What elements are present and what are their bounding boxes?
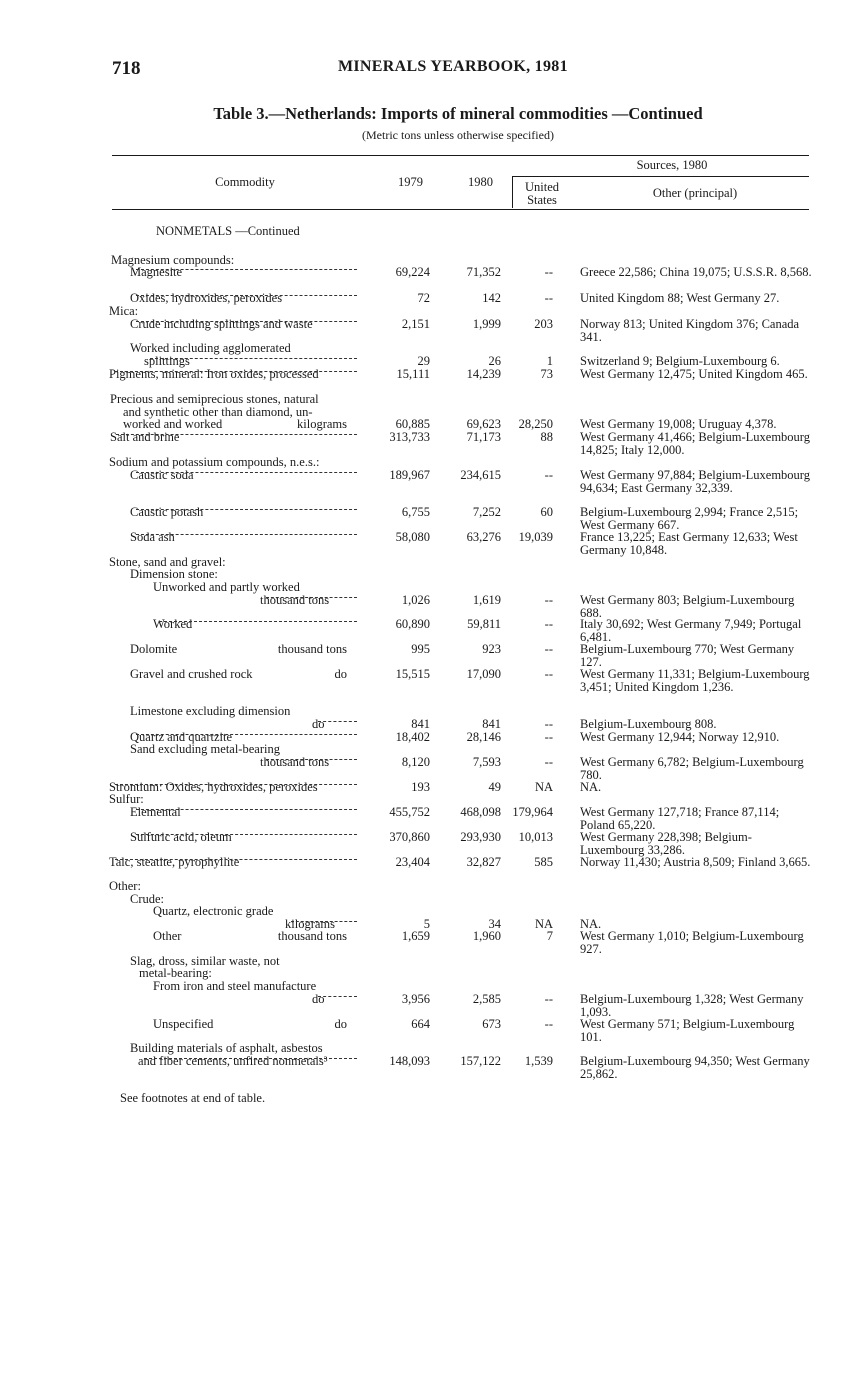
value-other-principal: Italy 30,692; West Germany 7,949; Portugal 6,481.	[580, 617, 802, 644]
value-other-principal: Norway 11,430; Austria 8,509; Finland 3,665.	[580, 855, 811, 869]
row-label: Building materials of asphalt, asbestos	[130, 1041, 323, 1055]
row-label: Mica:	[109, 304, 139, 318]
row-label: Limestone excluding dimension	[130, 704, 291, 718]
value-united-states: 7	[546, 929, 553, 943]
value-other-principal: Belgium-Luxembourg 94,350; West Germany 25,862.	[580, 1054, 810, 1081]
row-label: Quartz and quartzite	[130, 730, 233, 744]
value-united-states: 179,964	[512, 805, 553, 819]
row-label: Caustic potash	[130, 505, 204, 519]
value-other-principal: NA.	[580, 780, 602, 794]
value-other-principal: Belgium-Luxembourg 770; West Germany 127.	[580, 642, 795, 669]
value-1980: 59,811	[467, 617, 501, 631]
value-1979: 6,755	[401, 505, 430, 519]
value-other-principal: West Germany 12,475; United Kingdom 465.	[580, 367, 808, 381]
row-label: Soda ash	[130, 530, 175, 544]
leader-dashes	[115, 783, 357, 785]
value-1980: 841	[482, 717, 501, 731]
row-label: Other	[153, 929, 182, 943]
value-1979: 23,404	[395, 855, 430, 869]
table-subtitle: (Metric tons unless otherwise specified)	[362, 128, 554, 142]
row-label: kilograms	[285, 917, 335, 931]
leader-dashes	[136, 471, 357, 473]
value-united-states: --	[544, 468, 553, 482]
value-1979: 72	[417, 291, 430, 305]
value-1980: 923	[482, 642, 501, 656]
leader-dashes	[136, 294, 357, 296]
row-unit: kilograms	[297, 417, 347, 431]
value-other-principal: Switzerland 9; Belgium-Luxembourg 6.	[580, 354, 780, 368]
leader-dashes	[150, 357, 357, 359]
value-1980: 234,615	[460, 468, 501, 482]
row-label: thousand tons	[260, 755, 330, 769]
value-1979: 1,026	[401, 593, 430, 607]
value-1980: 17,090	[466, 667, 501, 681]
value-united-states: 28,250	[518, 417, 553, 431]
row-label: Dolomite	[130, 642, 178, 656]
value-united-states: 73	[540, 367, 553, 381]
row-label: Unworked and partly worked	[153, 580, 300, 594]
value-other-principal: France 13,225; East Germany 12,633; West Germany 10,848.	[580, 530, 798, 557]
value-other-principal: West Germany 228,398; Belgium-Luxembourg 33,286.	[580, 830, 752, 857]
value-1980: 2,585	[472, 992, 501, 1006]
value-united-states: --	[544, 291, 553, 305]
row-label: and synthetic other than diamond, un-	[123, 405, 313, 419]
value-1979: 2,151	[401, 317, 430, 331]
value-1980: 32,827	[466, 855, 501, 869]
value-1980: 293,930	[460, 830, 501, 844]
value-other-principal: West Germany 19,008; Uruguay 4,378.	[580, 417, 777, 431]
row-label: Sulfuric acid, oleum	[130, 830, 232, 844]
value-united-states: --	[544, 642, 553, 656]
leader-dashes	[136, 268, 357, 270]
leader-dashes	[136, 733, 357, 735]
value-other-principal: West Germany 97,884; Belgium-Luxembourg 94,634; East Germany 32,339.	[580, 468, 810, 495]
row-label: Unspecified	[153, 1017, 214, 1031]
value-united-states: 19,039	[518, 530, 553, 544]
value-united-states: 60	[540, 505, 553, 519]
value-other-principal: West Germany 12,944; Norway 12,910.	[580, 730, 780, 744]
leader-dashes	[318, 720, 357, 722]
row-label: Quartz, electronic grade	[153, 904, 274, 918]
value-other-principal: United Kingdom 88; West Germany 27.	[580, 291, 780, 305]
value-1979: 15,111	[396, 367, 430, 381]
row-label: Sand excluding metal-bearing	[130, 742, 280, 756]
leader-dashes	[136, 808, 357, 810]
row-label: Strontium: Oxides, hydroxides, peroxides	[109, 780, 318, 794]
row-label: Slag, dross, similar waste, not	[130, 954, 280, 968]
value-other-principal: Greece 22,586; China 19,075; U.S.S.R. 8,568.	[580, 265, 812, 279]
value-1980: 1,960	[472, 929, 501, 943]
row-label: From iron and steel manufacture	[153, 979, 317, 993]
value-1979: 18,402	[395, 730, 430, 744]
value-1980: 63,276	[466, 530, 501, 544]
value-1980: 7,252	[472, 505, 501, 519]
leader-dashes	[266, 596, 357, 598]
footnote-reference: See footnotes at end of table.	[120, 1091, 266, 1105]
row-label: NONMETALS —Continued	[156, 224, 300, 238]
value-other-principal: West Germany 803; Belgium-Luxembourg 688.	[580, 593, 795, 620]
value-other-principal: West Germany 571; Belgium-Luxembourg 101.	[580, 1017, 795, 1044]
value-other-principal: West Germany 11,331; Belgium-Luxembourg 3,451; United Kingdom 1,236.	[580, 667, 810, 694]
value-1979: 60,890	[395, 617, 430, 631]
header-commodity: Commodity	[215, 175, 275, 189]
row-label: Caustic soda	[130, 468, 194, 482]
value-united-states: --	[544, 755, 553, 769]
leader-dashes	[291, 920, 357, 922]
value-1979: 29	[417, 354, 430, 368]
value-united-states: --	[544, 717, 553, 731]
row-label: Crude:	[130, 892, 165, 906]
row-label: Elemental	[130, 805, 181, 819]
value-1980: 71,352	[466, 265, 501, 279]
value-1979: 8,120	[401, 755, 430, 769]
value-united-states: --	[544, 265, 553, 279]
value-other-principal: West Germany 1,010; Belgium-Luxembourg 927.	[580, 929, 804, 956]
row-label: and fiber cements, unfired nonmetals³	[138, 1054, 328, 1068]
value-1979: 3,956	[401, 992, 430, 1006]
value-united-states: --	[544, 593, 553, 607]
value-1979: 455,752	[389, 805, 430, 819]
value-united-states: NA	[534, 780, 553, 794]
value-united-states: 203	[534, 317, 553, 331]
value-1980: 157,122	[460, 1054, 501, 1068]
row-label: thousand tons	[260, 593, 330, 607]
header-1979: 1979	[398, 175, 423, 189]
row-label: Pigments, mineral: Iron oxides, processed	[109, 367, 319, 381]
value-1979: 841	[411, 717, 430, 731]
row-label: splittings	[144, 354, 190, 368]
value-united-states: 585	[534, 855, 553, 869]
value-united-states: --	[544, 617, 553, 631]
value-1979: 5	[423, 917, 430, 931]
row-label: Oxides, hydroxides, peroxides	[130, 291, 283, 305]
page-number: 718	[112, 58, 141, 79]
row-label: Dimension stone:	[130, 567, 218, 581]
leader-dashes	[144, 1057, 357, 1059]
value-1979: 15,515	[395, 667, 430, 681]
value-other-principal: Belgium-Luxembourg 1,328; West Germany 1,093.	[580, 992, 804, 1019]
row-label: worked and worked	[123, 417, 223, 431]
row-unit: do	[334, 667, 347, 681]
row-label: do	[312, 992, 325, 1006]
value-1980: 14,239	[466, 367, 501, 381]
value-united-states: 88	[540, 430, 553, 444]
header-united-states: United States	[524, 180, 560, 207]
value-1979: 69,224	[395, 265, 430, 279]
leader-dashes	[116, 433, 357, 435]
row-label: Salt and brine	[110, 430, 180, 444]
value-other-principal: NA.	[580, 917, 602, 931]
value-1980: 34	[488, 917, 501, 931]
value-1979: 193	[411, 780, 430, 794]
value-1979: 189,967	[389, 468, 430, 482]
value-1979: 58,080	[395, 530, 430, 544]
row-label: Sulfur:	[109, 792, 144, 806]
row-label: Worked	[153, 617, 193, 631]
value-other-principal: Belgium-Luxembourg 2,994; France 2,515; West Germany 667.	[580, 505, 799, 532]
value-1980: 468,098	[460, 805, 501, 819]
value-united-states: --	[544, 1017, 553, 1031]
row-label: do	[312, 717, 325, 731]
value-1979: 148,093	[389, 1054, 430, 1068]
leader-dashes	[136, 533, 357, 535]
header-sources: Sources, 1980	[636, 158, 708, 172]
leader-dashes	[266, 758, 357, 760]
value-1980: 49	[488, 780, 501, 794]
leader-dashes	[318, 995, 357, 997]
value-united-states: 1,539	[524, 1054, 553, 1068]
row-label: Precious and semiprecious stones, natural	[110, 392, 319, 406]
value-1980: 673	[482, 1017, 501, 1031]
value-united-states: 10,013	[518, 830, 553, 844]
leader-dashes	[115, 370, 357, 372]
value-other-principal: Norway 813; United Kingdom 376; Canada 341.	[580, 317, 800, 344]
value-1980: 69,623	[466, 417, 501, 431]
value-1980: 26	[488, 354, 501, 368]
row-label: Gravel and crushed rock	[130, 667, 253, 681]
row-unit: thousand tons	[277, 642, 347, 656]
table-title: Table 3.—Netherlands: Imports of mineral commodities —Continued	[213, 104, 703, 123]
row-unit: do	[334, 1017, 347, 1031]
value-united-states: NA	[534, 917, 553, 931]
value-united-states: --	[544, 992, 553, 1006]
leader-dashes	[159, 620, 357, 622]
leader-dashes	[136, 833, 357, 835]
row-label: metal-bearing:	[139, 966, 212, 980]
sources-rule	[512, 176, 809, 177]
row-label: Stone, sand and gravel:	[109, 555, 226, 569]
leader-dashes	[115, 858, 357, 860]
value-1979: 1,659	[401, 929, 430, 943]
value-other-principal: West Germany 41,466; Belgium-Luxembourg 14,825; Italy 12,000.	[580, 430, 810, 457]
value-1980: 1,619	[472, 593, 501, 607]
value-other-principal: Belgium-Luxembourg 808.	[580, 717, 717, 731]
row-label: Worked including agglomerated	[130, 341, 291, 355]
running-head: MINERALS YEARBOOK, 1981	[338, 58, 568, 75]
value-1980: 1,999	[472, 317, 501, 331]
value-1979: 60,885	[395, 417, 430, 431]
value-other-principal: West Germany 6,782; Belgium-Luxembourg 780.	[580, 755, 804, 782]
row-label: Magnesite	[130, 265, 183, 279]
leader-dashes	[136, 320, 357, 322]
value-united-states: 1	[546, 354, 553, 368]
leader-dashes	[136, 508, 357, 510]
value-1980: 7,593	[472, 755, 501, 769]
header-1980: 1980	[468, 175, 493, 189]
value-1979: 664	[411, 1017, 430, 1031]
us-column-divider	[512, 176, 513, 208]
value-united-states: --	[544, 730, 553, 744]
value-other-principal: West Germany 127,718; France 87,114; Poland 65,220.	[580, 805, 780, 832]
value-1979: 995	[411, 642, 430, 656]
value-1979: 370,860	[389, 830, 430, 844]
row-unit: thousand tons	[277, 929, 347, 943]
value-1980: 142	[482, 291, 501, 305]
value-1980: 71,173	[466, 430, 501, 444]
value-1979: 313,733	[389, 430, 430, 444]
value-1980: 28,146	[466, 730, 501, 744]
header-top-rule	[112, 155, 809, 156]
row-label: Magnesium compounds:	[111, 253, 235, 267]
row-label: Crude including splittings and waste	[130, 317, 313, 331]
header-other-principal: Other (principal)	[652, 186, 738, 200]
row-label: Sodium and potassium compounds, n.e.s.:	[109, 455, 320, 469]
value-united-states: --	[544, 667, 553, 681]
row-label: Other:	[109, 879, 141, 893]
row-label: Talc, steatite, pyrophyllite	[109, 855, 240, 869]
header-bottom-rule	[112, 209, 809, 210]
